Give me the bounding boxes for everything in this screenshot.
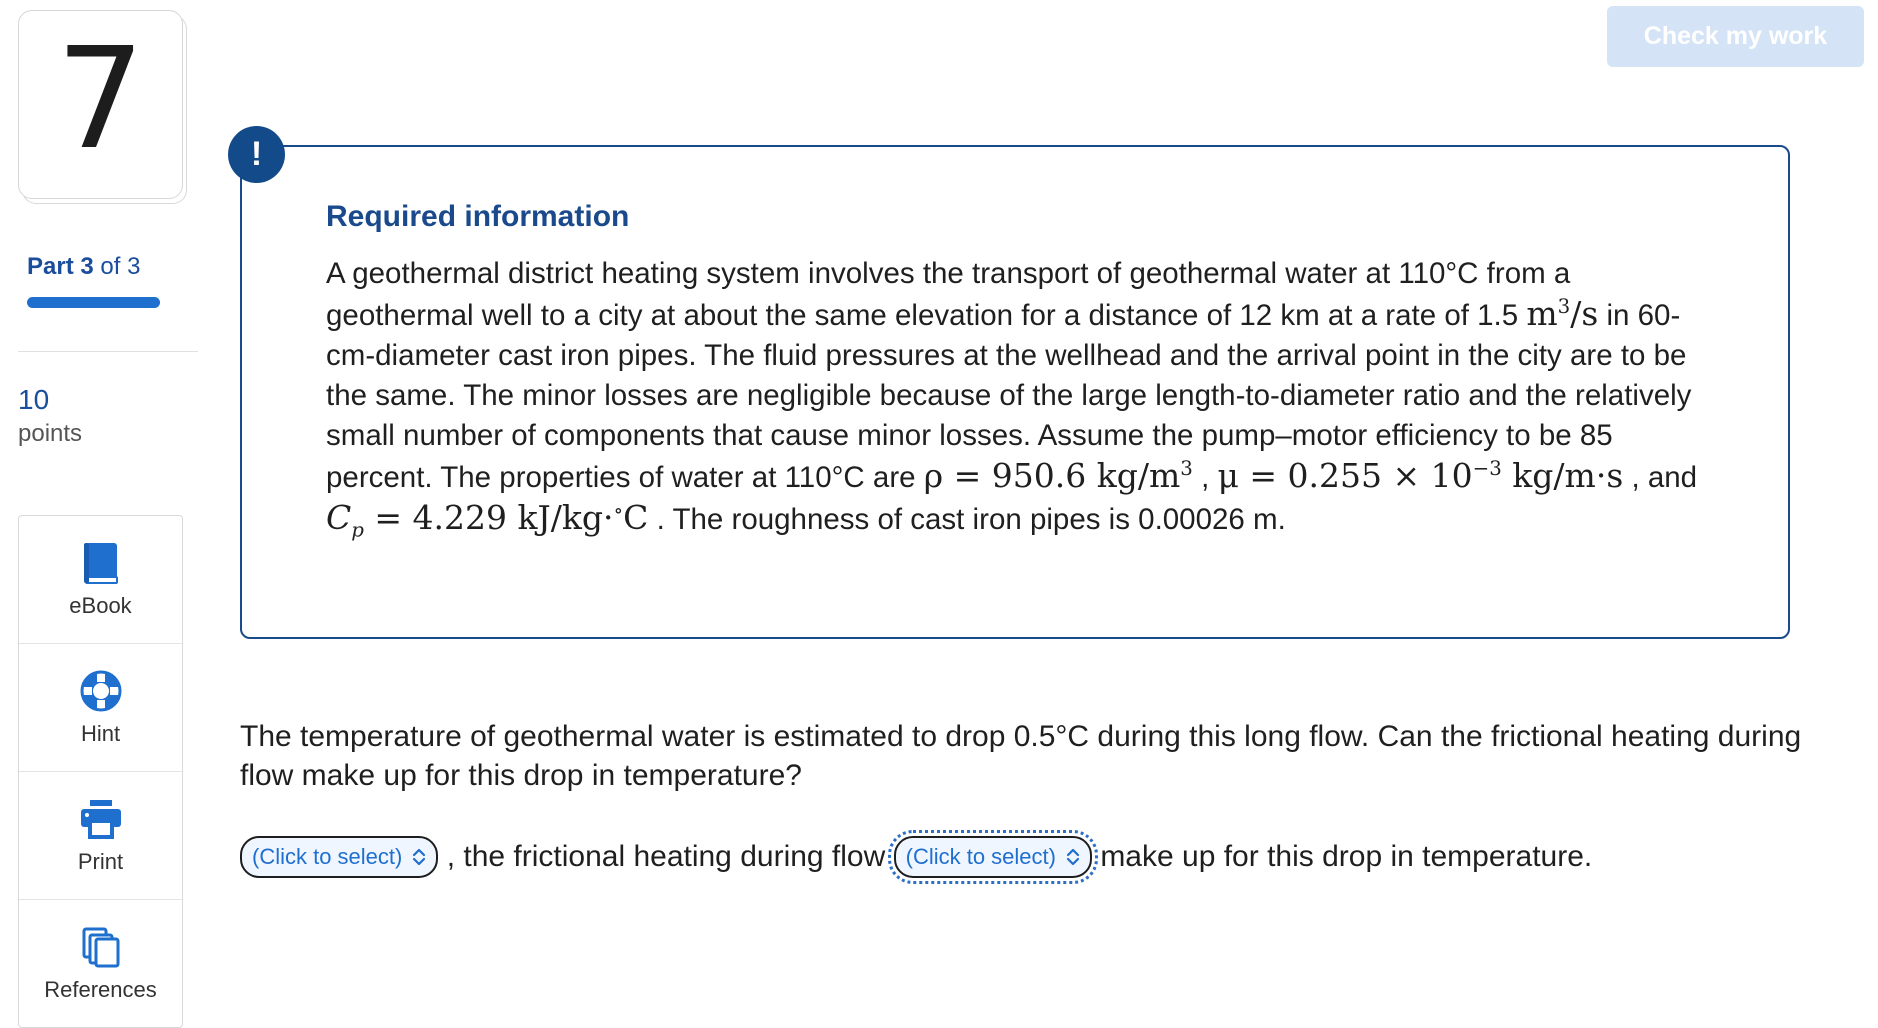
specific-heat-equation: $C_p = 4.229$ kJ/kg·∘C [326, 498, 649, 542]
tool-print[interactable] [19, 772, 182, 900]
question-number-card [18, 10, 183, 199]
required-info-text: A geothermal district heating system involves the transport of geothermal water at 110°C from a geothermal well to a city at about the same elevation for a distance of 12 km at a rate of 1.5 $m^3/s$ in 60-cm-diameter cast iron pipes. The fluid pressures at the wellhead and the arrival point in the city are to be the same. The minor losses are negligible because of the large length-to-diameter ratio and the relatively small number of components that cause minor losses. Assume the pump–motor efficiency to be 85 percent. The properties of water at 110°C are ρ = 950.6 $kg/m^3$ , $\mu = 0.255 \times 10^{-3}$ kg/m·s , and $C_p = 4.229$ kJ/kg·∘C . The roughness of cast iron pipes is 0.00026 m. [326, 257, 1698, 542]
answer-select-2[interactable] [894, 836, 1092, 878]
question-number: 7 [55, 17, 146, 181]
tool-references-label: References [44, 976, 157, 1002]
part-total: of 3 [100, 253, 141, 280]
points-value: 10 [18, 384, 50, 415]
book-icon [79, 541, 123, 585]
printer-icon [79, 797, 123, 841]
info-text-1: A geothermal district heating system involves the transport of geothermal water at 110°C from a geothermal well to a city at about the same elevation for a distance of 12 km at a rate of 1.5 [326, 257, 1571, 332]
points-label: points [18, 420, 83, 447]
answer-select-1[interactable] [240, 836, 438, 878]
tool-ebook-label: eBook [69, 592, 132, 618]
part-current: 3 [80, 253, 94, 280]
lifebuoy-icon [79, 669, 123, 713]
part-prefix: Part [27, 253, 74, 280]
tool-ebook[interactable] [19, 516, 182, 644]
updown-chevron-icon [412, 847, 426, 867]
info-text-5: . The roughness of cast iron pipes is 0.00026 m. [648, 503, 1286, 536]
part-progress-bar [27, 297, 160, 308]
updown-chevron-icon [1066, 847, 1080, 867]
required-info-title: Required information [326, 200, 630, 233]
alert-icon: ! [228, 126, 285, 183]
viscosity-equation: $\mu = 0.255 \times 10^{-3}$ kg/m·s [1217, 456, 1624, 495]
flow-rate-unit: $m^3/s$ [1526, 294, 1599, 333]
tool-hint[interactable] [19, 644, 182, 772]
check-my-work-button[interactable]: Check my work [1607, 6, 1864, 67]
part-indicator [27, 253, 140, 281]
answer-select-1-label: (Click to select) [252, 844, 403, 869]
answer-end-text: make up for this drop in temperature. [1091, 840, 1593, 873]
tool-references[interactable] [19, 900, 182, 1027]
density-equation: ρ = 950.6 $kg/m^3$ [923, 456, 1193, 495]
question-text: The temperature of geothermal water is estimated to drop 0.5°C during this long flow. Can the frictional heating during flow make up for this drop in temperature? [240, 720, 1802, 792]
tool-print-label: Print [77, 848, 124, 874]
answer-select-2-label: (Click to select) [905, 844, 1056, 869]
tool-hint-label: Hint [80, 720, 121, 746]
info-text-2: in 60-cm-diameter cast iron pipes. The fluid pressures at the wellhead and the arrival point in the city are to be the same. The minor losses are negligible because of the large length-to-diameter ratio and the relatively small number of components that cause minor losses. Assume the pump–motor efficiency to be 85 percent. The properties of water at 110°C are [326, 299, 1692, 494]
answer-middle-text: , the frictional heating during flow [438, 840, 894, 873]
rail-divider [18, 351, 198, 352]
answer-line [240, 834, 1592, 880]
copy-icon [79, 925, 123, 969]
tools-panel [18, 515, 183, 1028]
